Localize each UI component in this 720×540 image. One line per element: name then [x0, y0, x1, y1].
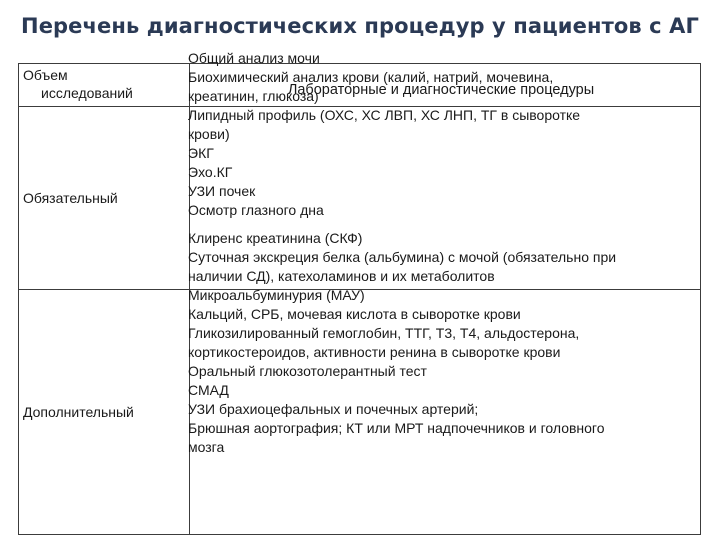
- list-item: УЗИ почек: [188, 183, 256, 199]
- list-item: Оральный глюкозотолерантный тест: [188, 363, 427, 379]
- list-item: Общий анализ мочи: [188, 50, 320, 66]
- list-item: Суточная экскреция белка (альбумина) с мочой (обязательно при: [188, 249, 617, 265]
- list-item: Кальций, СРБ, мочевая кислота в сыворотке крови: [188, 306, 521, 322]
- list-item: УЗИ брахиоцефальных и почечных артерий;: [188, 401, 479, 417]
- additional-procedures-list: [188, 229, 680, 457]
- category-additional: Дополнительный: [23, 404, 134, 420]
- list-item: мозга: [188, 439, 225, 455]
- list-item: Липидный профиль (ОХС, ХС ЛВП, ХС ЛНП, ТГ в сыворотке: [188, 107, 581, 123]
- list-item: Осмотр глазного дна: [188, 202, 324, 218]
- mandatory-procedures-list: [188, 49, 680, 220]
- header-scope-line1: Объем: [23, 67, 68, 83]
- header-scope: [23, 66, 185, 102]
- list-item: креатинин, глюкоза): [188, 88, 319, 104]
- list-item: Клиренс креатинина (СКФ): [188, 230, 363, 246]
- header-procedures: Лабораторные и диагностические процедуры: [287, 82, 595, 98]
- header-scope-line2: исследований: [41, 85, 133, 101]
- list-item: крови): [188, 126, 230, 142]
- list-item: Брюшная аортография; КТ или МРТ надпочечников и головного: [188, 420, 605, 436]
- list-item: Микроальбуминурия (МАУ): [188, 287, 365, 303]
- list-item: Гликозилированный гемоглобин, ТТГ, Т3, Т4, альдостерона,: [188, 325, 580, 341]
- list-item: Эхо.КГ: [188, 164, 233, 180]
- list-item: Биохимический анализ крови (калий, натрий, мочевина,: [188, 69, 554, 85]
- category-mandatory: Обязательный: [23, 190, 118, 206]
- list-item: ЭКГ: [188, 145, 214, 161]
- list-item: кортикостероидов, активности ренина в сыворотке крови: [188, 344, 561, 360]
- list-item: наличии СД), катехоламинов и их метаболитов: [188, 268, 495, 284]
- page-title: Перечень диагностических процедур у пациентов с АГ: [21, 14, 699, 38]
- list-item: СМАД: [188, 382, 229, 398]
